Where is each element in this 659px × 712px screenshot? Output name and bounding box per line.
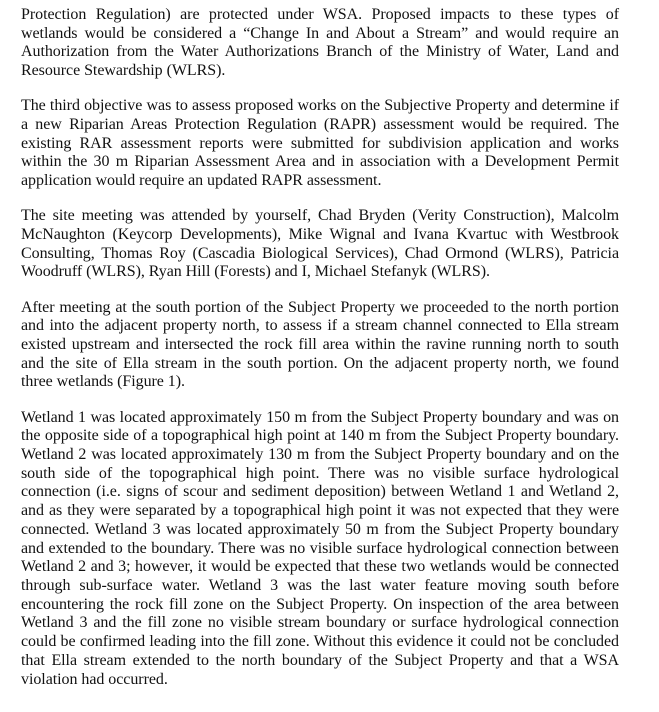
paragraph-north-portion-assessment: After meeting at the south portion of the Subject Property we proceeded to the north portion and into the adjacent property north, to assess if a stream channel connected to Ella stream existed upstream and intersected the rock fill area within the ravine running north to south and the site of Ella stream in the south portion. On the adjacent property north, we found three wetlands (Figure 1). xyxy=(21,298,619,391)
paragraph-site-meeting-attendees: The site meeting was attended by yourself, Chad Bryden (Verity Construction), Malcolm McNaughton (Keycorp Developments), Mike Wignal and Ivana Kvartuc with Westbrook Consulting, Thomas Roy (Cascadia Biological Services), Chad Ormond (WLRS), Patricia Woodruff (WLRS), Ryan Hill (Forests) and I, Michael Stefanyk (WLRS). xyxy=(21,207,619,281)
paragraph-wetland-findings: Wetland 1 was located approximately 150 m from the Subject Property boundary and was on the opposite side of a topographical high point at 140 m from the Subject Property boundary. Wetland 2 was located approximately 130 m from the Subject Property boundary and on the south side of the topographical high point. There was no visible surface hydrological connection (i.e. signs of scour and sediment deposition) between Wetland 1 and Wetland 2, and as they were separated by a topographical high point it was not expected that they were connected. Wetland 3 was located approximately 50 m from the Subject Property boundary and extended to the boundary. There was no visible surface hydrological connection between Wetland 2 and 3; however, it would be expected that these two wetlands would be connected through sub-surface water. Wetland 3 was the last water feature moving south before encountering the rock fill zone on the Subject Property. On inspection of the area between Wetland 3 and the fill zone no visible stream boundary or surface hydrological connection could be confirmed leading into the fill zone. Without this evidence it could not be concluded that Ella stream extended to the north boundary of the Subject Property and that a WSA violation had occurred. xyxy=(21,408,619,688)
document-page xyxy=(21,6,619,706)
paragraph-wsa-protection: Protection Regulation) are protected under WSA. Proposed impacts to these types of wetlands would be considered a “Change In and About a Stream” and would require an Authorization from the Water Authorizations Branch of the Ministry of Water, Land and Resource Stewardship (WLRS). xyxy=(21,6,619,80)
paragraph-third-objective: The third objective was to assess proposed works on the Subjective Property and determine if a new Riparian Areas Protection Regulation (RAPR) assessment would be required. The existing RAR assessment reports were submitted for subdivision application and works within the 30 m Riparian Assessment Area and in association with a Development Permit application would require an updated RAPR assessment. xyxy=(21,97,619,190)
